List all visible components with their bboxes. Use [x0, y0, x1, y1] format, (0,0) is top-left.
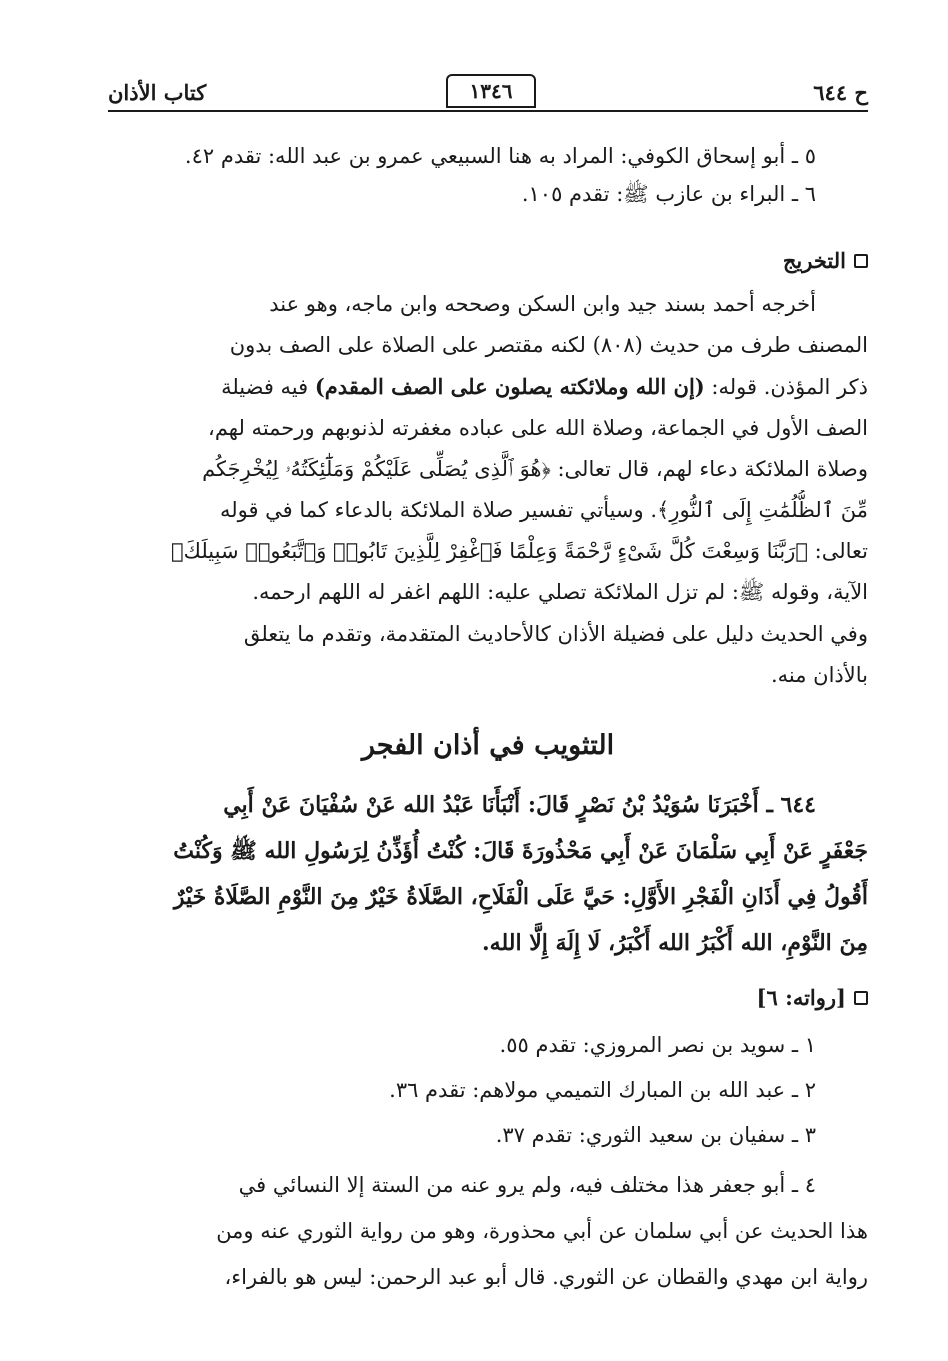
- paragraph-line: هذا الحديث عن أبي سلمان عن أبي محذورة، وهو من رواية الثوري عنه ومن: [216, 1219, 868, 1243]
- hadith-line: أَقُولُ فِي أَذَانِ الْفَجْرِ الأَوَّلِ: حَيَّ عَلَى الْفَلَاحِ، الصَّلَاةُ خَيْرٌ مِنَ النَّوْمِ الصَّلَاةُ خَيْرٌ: [173, 884, 868, 910]
- takhrij-line: وفي الحديث دليل على فضيلة الأذان كالأحاديث المتقدمة، وتقدم ما يتعلق: [243, 621, 868, 646]
- takhrij-line: المصنف طرف من حديث (٨٠٨) لكنه مقتصر على الصلاة على الصف بدون: [229, 333, 868, 358]
- book-title: كتاب الأذان: [108, 80, 207, 105]
- narrators-list: [108, 1023, 868, 1158]
- page-number: ١٣٤٦: [446, 74, 536, 108]
- takhrij-line: تعالى: ﴿رَبَّنَا وَسِعْتَ كُلَّ شَىْءٍ رَّحْمَةً وَعِلْمًا فَٱغْفِرْ لِلَّذِينَ تَابُوا۟ وَٱتَّبَعُوا۟ سَبِيلَكَ﴾: [171, 539, 868, 564]
- takhrij-body: [108, 284, 868, 696]
- takhrij-line: وصلاة الملائكة دعاء لهم، قال تعالى: ﴿هُوَ ٱلَّذِى يُصَلِّى عَلَيْكُمْ وَمَلَٰٓئِكَتُهُۥ لِيُخْرِجَكُم: [202, 456, 868, 481]
- takhrij-line: بالأذان منه.: [770, 662, 868, 687]
- hadith-line: مِنَ النَّوْمِ، الله أَكْبَرُ الله أَكْبَرُ، لَا إِلَهَ إِلَّا الله.: [482, 930, 868, 956]
- square-bullet-icon: [854, 991, 868, 1005]
- chapter-title: التثويب في أذان الفجر: [361, 730, 615, 761]
- hadith-line: ٦٤٤ ـ أَخْبَرَنَا سُوَيْدُ بْنُ نَصْرٍ قَالَ: أَنْبَأَنَا عَبْدُ الله عَنْ سُفْيَانَ عَنْ أَبِي: [223, 792, 816, 818]
- hadith-line: جَعْفَرٍ عَنْ أَبِي سَلْمَانَ عَنْ أَبِي مَحْذُورَةَ قَالَ: كُنْتُ أُؤَذِّنُ لِرَسُولِ الله ﷺ وَكُنْتُ: [173, 838, 868, 864]
- paragraph-line: ٤ ـ أبو جعفر هذا مختلف فيه، ولم يرو عنه من الستة إلا النسائي في: [238, 1173, 816, 1197]
- narrator-four-paragraph: [108, 1162, 868, 1300]
- narrators-heading-label: [رواته: ٦]: [756, 985, 846, 1010]
- hadith-text: [108, 782, 868, 966]
- narrators-heading: [757, 985, 868, 1010]
- narrator-line: ٦ ـ البراء بن عازب ﷺ: تقدم ١٠٥.: [521, 182, 816, 206]
- previous-narrators: [108, 137, 868, 213]
- hadith-reference: ح ٦٤٤: [813, 80, 868, 105]
- paragraph-line: رواية ابن مهدي والقطان عن الثوري. قال أبو عبد الرحمن: ليس هو بالفراء،: [224, 1265, 868, 1289]
- takhrij-heading: [783, 248, 868, 273]
- takhrij-heading-label: التخريج: [782, 248, 846, 273]
- takhrij-line-suffix: فيه فضيلة: [221, 375, 315, 400]
- takhrij-line: الآية، وقوله ﷺ: لم تزل الملائكة تصلي عليه: اللهم اغفر له اللهم ارحمه.: [252, 580, 868, 605]
- page-header: [108, 72, 868, 112]
- takhrij-line-with-quote: [108, 366, 868, 407]
- takhrij-line-prefix: ذكر المؤذن. قوله:: [704, 375, 868, 400]
- narrator-item: ٣ ـ سفيان بن سعيد الثوري: تقدم ٣٧.: [495, 1123, 816, 1147]
- narrator-item: ١ ـ سويد بن نصر المروزي: تقدم ٥٥.: [499, 1033, 816, 1057]
- takhrij-line: مِّنَ ٱلظُّلُمَٰتِ إِلَى ٱلنُّورِ﴾. وسيأتي تفسير صلاة الملائكة بالدعاء كما في قوله: [219, 497, 868, 522]
- takhrij-line: أخرجه أحمد بسند جيد وابن السكن وصححه وابن ماجه، وهو عند: [269, 292, 816, 316]
- quoted-hadith-phrase: (إن الله وملائكته يصلون على الصف المقدم): [314, 374, 705, 400]
- narrator-item: ٢ ـ عبد الله بن المبارك التميمي مولاهم: تقدم ٣٦.: [389, 1078, 816, 1102]
- narrator-line: ٥ ـ أبو إسحاق الكوفي: المراد به هنا السبيعي عمرو بن عبد الله: تقدم ٤٢.: [184, 144, 816, 168]
- takhrij-line: الصف الأول في الجماعة، وصلاة الله على عباده مغفرته لذنوبهم ورحمته لهم،: [208, 415, 868, 440]
- header-rule: [108, 110, 868, 112]
- square-bullet-icon: [854, 254, 868, 268]
